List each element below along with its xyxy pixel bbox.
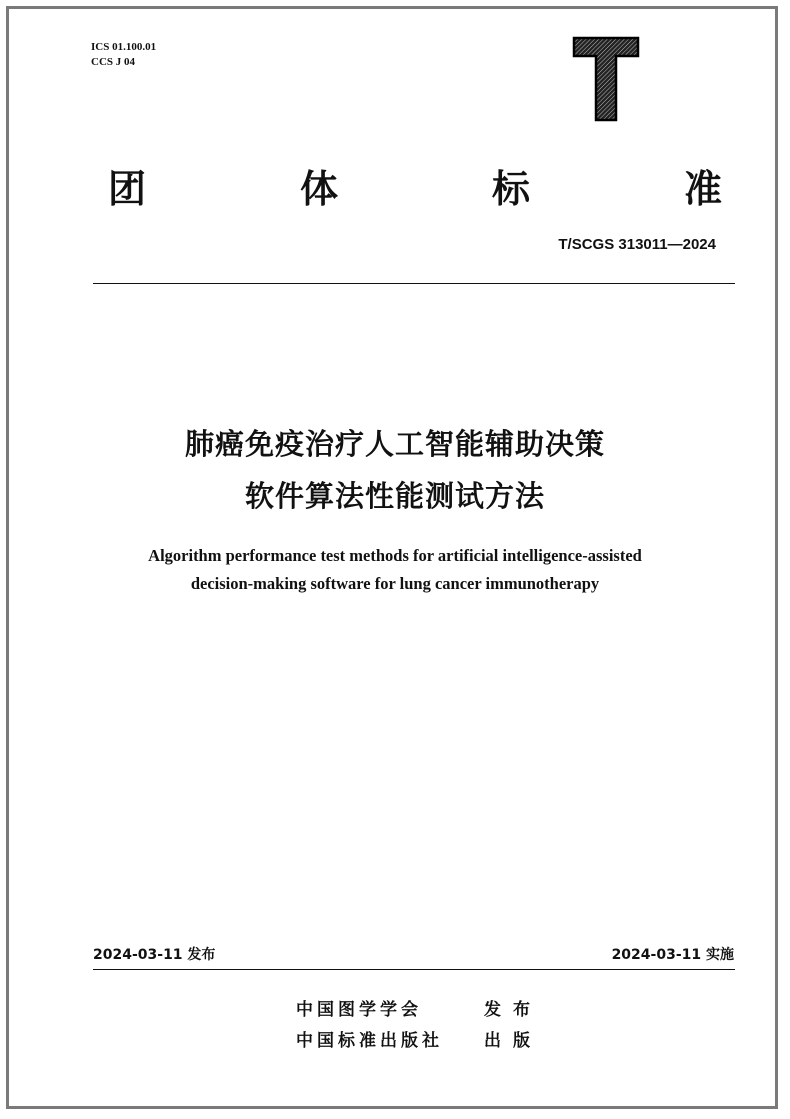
implementation-date: 2024-03-11 实施 — [611, 947, 734, 963]
publisher-role: 发布 — [484, 1000, 542, 1020]
standard-type — [108, 158, 722, 213]
printer-name: 中国标准出版社 — [296, 1031, 443, 1051]
printer-role: 出版 — [484, 1031, 542, 1051]
standard-type-char: 准 — [683, 167, 722, 211]
ics-code: ICS 01.100.01 — [91, 41, 157, 53]
title-zh-line1: 肺癌免疫治疗人工智能辅助决策 — [184, 427, 605, 461]
classification-codes — [91, 40, 156, 70]
standard-type-char: 标 — [491, 167, 530, 211]
top-divider — [93, 283, 735, 284]
standard-type-char: 体 — [299, 167, 338, 211]
ccs-code: CCS J 04 — [91, 56, 136, 68]
standard-type-char: 团 — [108, 167, 147, 211]
issue-date: 2024-03-11 发布 — [93, 947, 216, 963]
title-en-line2: decision-making software for lung cancer immunotherapy — [190, 574, 600, 593]
title-en-line1: Algorithm performance test methods for artificial intelligence-assisted — [148, 546, 642, 565]
bottom-divider — [93, 969, 735, 970]
title-zh-line2: 软件算法性能测试方法 — [244, 479, 545, 513]
standard-number: T/SCGS 313011—2024 — [558, 236, 716, 253]
standard-mark-t — [572, 36, 640, 122]
publisher-name: 中国图学学会 — [296, 1000, 422, 1020]
